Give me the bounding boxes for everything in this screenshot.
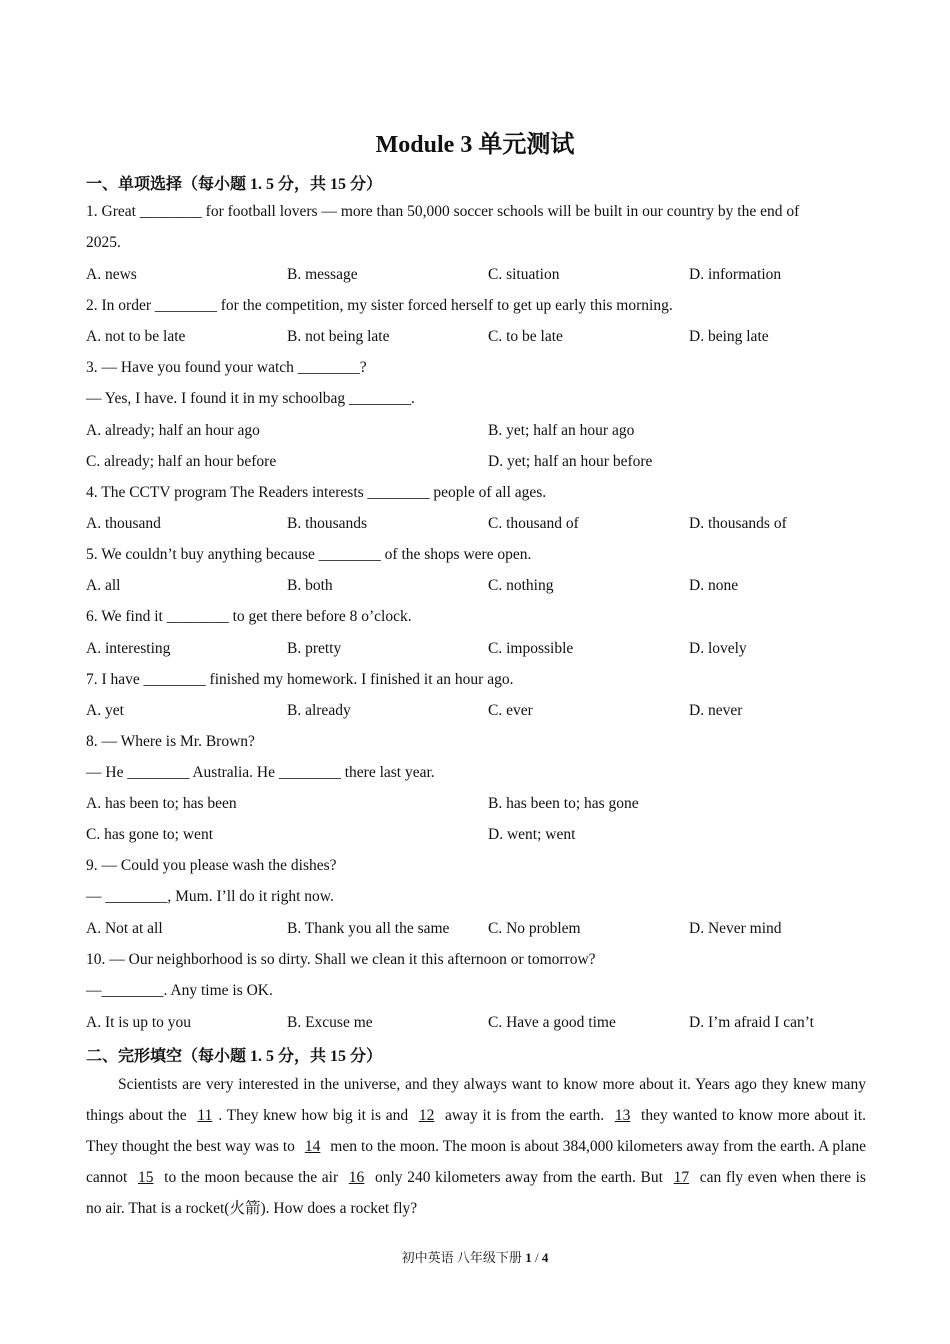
question-7-option-c: C. ever [488, 702, 533, 719]
question-3-option-a: A. already; half an hour ago [86, 422, 260, 439]
question-5-option-d: D. none [689, 577, 739, 594]
question-9-option-c: C. No problem [488, 920, 581, 937]
question-9-option-b: B. Thank you all the same [287, 920, 450, 937]
passage-text: can fly even when there is no air. That is a rocket(火箭). How does a rocket fly? [86, 1169, 866, 1217]
page-title: Module 3 单元测试 [375, 132, 575, 158]
question-10-option-b: B. Excuse me [287, 1014, 373, 1031]
question-6-stem: 6. We find it ________ to get there before 8 o’clock. [86, 608, 412, 625]
question-10-stem: 10. — Our neighborhood is so dirty. Shall we clean it this afternoon or tomorrow? [86, 951, 596, 968]
question-1-option-a: A. news [86, 266, 137, 283]
question-8-option-c: C. has gone to; went [86, 826, 213, 843]
question-1-stem-cont: 2025. [86, 234, 121, 251]
question-4-option-c: C. thousand of [488, 515, 579, 532]
question-9-stem: 9. — Could you please wash the dishes? [86, 857, 337, 874]
blank-17: 17 [673, 1169, 690, 1186]
passage-text: to the moon because the air [159, 1169, 343, 1186]
question-5-option-b: B. both [287, 577, 333, 594]
question-5-option-c: C. nothing [488, 577, 554, 594]
passage-text: Scientists are very interested in the universe, and they always want to know more about it. Years ago they knew many things about the [86, 1076, 866, 1124]
question-7-option-d: D. never [689, 702, 743, 719]
question-4-option-a: A. thousand [86, 515, 161, 532]
footer-separator: / [531, 1250, 542, 1265]
question-9-option-d: D. Never mind [689, 920, 782, 937]
question-5-stem: 5. We couldn’t buy anything because ________ of the shops were open. [86, 546, 532, 563]
question-5-option-a: A. all [86, 577, 121, 594]
section-heading-cloze: 二、完形填空（每小题 1. 5 分，共 15 分） [86, 1048, 383, 1065]
question-7-stem: 7. I have ________ finished my homework. I finished it an hour ago. [86, 671, 514, 688]
blank-13: 13 [614, 1107, 631, 1124]
question-6-option-a: A. interesting [86, 640, 171, 657]
question-4-option-d: D. thousands of [689, 515, 787, 532]
question-1-option-b: B. message [287, 266, 358, 283]
question-8-option-b: B. has been to; has gone [488, 795, 639, 812]
section-heading-single-choice: 一、单项选择（每小题 1. 5 分，共 15 分） [86, 176, 383, 193]
question-3-option-d: D. yet; half an hour before [488, 453, 653, 470]
question-8-stem-cont: — He ________ Australia. He ________ there last year. [86, 764, 435, 781]
question-1-stem: 1. Great ________ for football lovers — more than 50,000 soccer schools will be built in our country by the end of [86, 203, 800, 220]
question-2-option-b: B. not being late [287, 328, 390, 345]
question-8-stem: 8. — Where is Mr. Brown? [86, 733, 255, 750]
blank-16: 16 [348, 1169, 365, 1186]
question-4-option-b: B. thousands [287, 515, 368, 532]
question-4-stem: 4. The CCTV program The Readers interests ________ people of all ages. [86, 484, 547, 501]
question-1-option-c: C. situation [488, 266, 560, 283]
passage-text: only 240 kilometers away from the earth. But [370, 1169, 668, 1186]
cloze-passage [86, 1069, 866, 1224]
question-3-stem-cont: — Yes, I have. I found it in my schoolbag ________. [86, 390, 415, 407]
passage-text: men to the moon. The moon is about 384,000 kilometers away from the earth. A plane cannot [86, 1138, 866, 1186]
question-10-option-d: D. I’m afraid I can’t [689, 1014, 814, 1031]
question-6-option-d: D. lovely [689, 640, 747, 657]
question-6-option-c: C. impossible [488, 640, 574, 657]
question-7-option-a: A. yet [86, 702, 124, 719]
question-7-option-b: B. already [287, 702, 351, 719]
footer-page-total: 4 [541, 1250, 549, 1265]
footer-label: 初中英语 八年级下册 [401, 1250, 526, 1265]
question-9-stem-cont: — ________, Mum. I’ll do it right now. [86, 888, 334, 905]
blank-12: 12 [418, 1107, 435, 1124]
question-8-option-d: D. went; went [488, 826, 576, 843]
question-6-option-b: B. pretty [287, 640, 342, 657]
footer-page-number: 1 [525, 1250, 532, 1265]
question-10-option-a: A. It is up to you [86, 1014, 192, 1031]
question-2-option-c: C. to be late [488, 328, 563, 345]
question-3-option-c: C. already; half an hour before [86, 453, 277, 470]
question-1-option-d: D. information [689, 266, 782, 283]
question-9-option-a: A. Not at all [86, 920, 163, 937]
question-2-option-d: D. being late [689, 328, 769, 345]
question-8-option-a: A. has been to; has been [86, 795, 237, 812]
blank-15: 15 [137, 1169, 154, 1186]
blank-14: 14 [304, 1138, 321, 1155]
question-2-option-a: A. not to be late [86, 328, 186, 345]
question-2-stem: 2. In order ________ for the competition, my sister forced herself to get up early this morning. [86, 297, 673, 314]
passage-text: . They knew how big it is and [218, 1107, 413, 1124]
page-footer [0, 1247, 950, 1266]
blank-11: 11 [197, 1107, 213, 1124]
question-10-stem-cont: —________. Any time is OK. [86, 982, 273, 999]
passage-text: away it is from the earth. [440, 1107, 609, 1124]
question-3-option-b: B. yet; half an hour ago [488, 422, 635, 439]
passage-text: they wanted to know more about it. They thought the best way was to [86, 1107, 866, 1155]
question-10-option-c: C. Have a good time [488, 1014, 616, 1031]
question-3-stem: 3. — Have you found your watch ________? [86, 359, 367, 376]
